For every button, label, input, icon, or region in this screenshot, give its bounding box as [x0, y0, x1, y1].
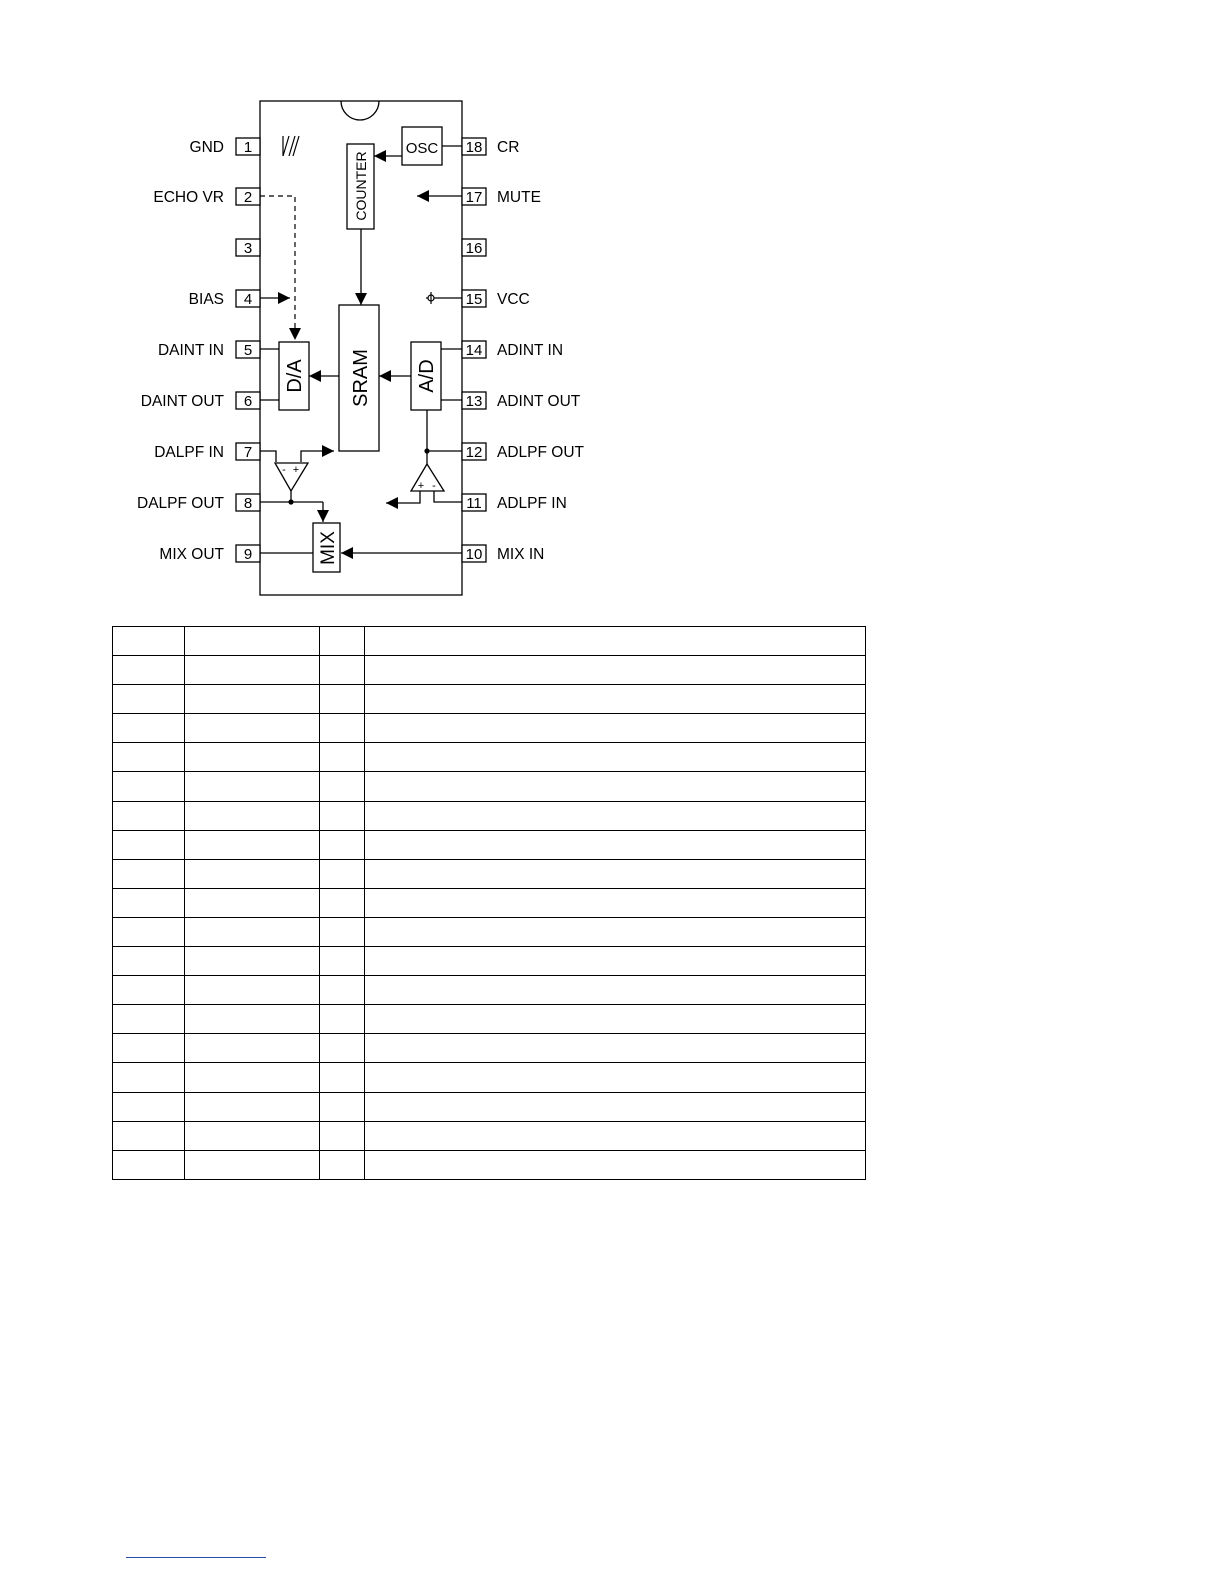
table-row — [113, 830, 866, 859]
table-cell — [365, 947, 866, 976]
table-cell — [113, 1005, 185, 1034]
osc-label: OSC — [405, 140, 439, 157]
table-row — [113, 714, 866, 743]
table-cell — [113, 888, 185, 917]
table-cell — [185, 801, 320, 830]
table-cell — [113, 743, 185, 772]
ic-block-diagram — [0, 0, 1224, 620]
table-cell — [185, 1121, 320, 1150]
table-cell — [113, 976, 185, 1005]
pin-number: 11 — [466, 495, 482, 512]
pin-number: 6 — [243, 393, 253, 410]
vcc-terminal-icon — [426, 292, 462, 304]
pin-label: DAINT IN — [157, 342, 224, 359]
table-cell — [365, 1092, 866, 1121]
table-cell — [113, 1150, 185, 1179]
table-cell — [185, 1150, 320, 1179]
table-cell — [320, 627, 365, 656]
pin-label: ADINT IN — [497, 342, 564, 359]
pin-number: 12 — [465, 444, 483, 461]
table-cell — [365, 1005, 866, 1034]
table-cell — [113, 656, 185, 685]
table-cell — [365, 772, 866, 801]
table-cell — [320, 859, 365, 888]
table-cell — [365, 976, 866, 1005]
table-cell — [320, 743, 365, 772]
table-cell — [113, 830, 185, 859]
ad-label: A/D — [416, 359, 438, 393]
pin-number: 18 — [465, 139, 483, 156]
table-cell — [365, 685, 866, 714]
table-row — [113, 656, 866, 685]
table-cell — [113, 1063, 185, 1092]
table-cell — [185, 830, 320, 859]
table-cell — [365, 627, 866, 656]
op-amp-adlpf — [411, 464, 444, 491]
table-row — [113, 859, 866, 888]
table-cell — [185, 947, 320, 976]
table-cell — [365, 888, 866, 917]
pin-label: VCC — [497, 291, 530, 308]
table-row — [113, 917, 866, 946]
table-row — [113, 1063, 866, 1092]
table-cell — [320, 917, 365, 946]
pin-label: ADLPF IN — [497, 495, 567, 512]
table-cell — [320, 1092, 365, 1121]
table-cell — [113, 714, 185, 743]
table-row — [113, 1150, 866, 1179]
pin-label: ADINT OUT — [497, 393, 581, 410]
pin-number: 8 — [243, 495, 253, 512]
table-cell — [320, 1063, 365, 1092]
pin-label: DALPF IN — [154, 444, 224, 461]
table-cell — [365, 830, 866, 859]
table-row — [113, 743, 866, 772]
pin-label: ECHO VR — [153, 189, 224, 206]
table-cell — [320, 976, 365, 1005]
sram-label: SRAM — [350, 349, 372, 407]
table-cell — [113, 627, 185, 656]
pin-label: GND — [189, 139, 224, 156]
pin-number: 17 — [465, 189, 483, 206]
op-amp-adlpf-plus: + — [417, 480, 425, 492]
table-cell — [113, 1121, 185, 1150]
table-cell — [113, 917, 185, 946]
counter-label: COUNTER — [353, 151, 369, 221]
op-amp-dalpf — [275, 463, 308, 491]
table-cell — [185, 1063, 320, 1092]
pin-number: 4 — [243, 291, 253, 308]
table-cell — [365, 917, 866, 946]
table-row — [113, 801, 866, 830]
table-cell — [113, 1034, 185, 1063]
table-cell — [185, 859, 320, 888]
table-row — [113, 685, 866, 714]
table-row — [113, 976, 866, 1005]
pin-label: MIX IN — [497, 546, 545, 563]
table-cell — [185, 627, 320, 656]
table-row — [113, 1092, 866, 1121]
table-row — [113, 772, 866, 801]
footer-rule — [126, 1557, 266, 1558]
table-row — [113, 1121, 866, 1150]
table-cell — [320, 830, 365, 859]
table-cell — [365, 743, 866, 772]
table-cell — [320, 714, 365, 743]
table-cell — [185, 685, 320, 714]
table-cell — [365, 1034, 866, 1063]
table-cell — [185, 917, 320, 946]
table-cell — [185, 888, 320, 917]
table-row — [113, 1005, 866, 1034]
table-cell — [113, 947, 185, 976]
table-row — [113, 1034, 866, 1063]
pin-number: 2 — [243, 189, 253, 206]
table-row — [113, 627, 866, 656]
op-amp-dalpf-plus: + — [292, 464, 300, 476]
pin-label: CR — [497, 139, 520, 156]
table-row — [113, 888, 866, 917]
mix-label: MIX — [318, 531, 339, 565]
echo-vr-control-line — [260, 196, 295, 340]
table-cell — [320, 685, 365, 714]
table-cell — [185, 656, 320, 685]
table-cell — [320, 1150, 365, 1179]
op-amp-dalpf-minus: - — [282, 464, 286, 476]
pin-label: DAINT OUT — [140, 393, 224, 410]
table-row — [113, 947, 866, 976]
table-cell — [185, 772, 320, 801]
table-cell — [365, 1150, 866, 1179]
pin-label: DALPF OUT — [137, 495, 224, 512]
table-cell — [320, 656, 365, 685]
table-cell — [320, 772, 365, 801]
table-cell — [320, 801, 365, 830]
pin-number: 15 — [465, 291, 483, 308]
table-cell — [185, 743, 320, 772]
pin-number: 16 — [465, 240, 483, 257]
op-amp-adlpf-minus: - — [432, 480, 436, 492]
table-cell — [185, 1005, 320, 1034]
table-cell — [320, 888, 365, 917]
pin-label: MIX OUT — [159, 546, 224, 563]
table-cell — [365, 801, 866, 830]
table-cell — [320, 1005, 365, 1034]
table-cell — [113, 685, 185, 714]
table-cell — [365, 859, 866, 888]
table-cell — [185, 976, 320, 1005]
pin-number: 3 — [243, 240, 253, 257]
pin-number: 9 — [243, 546, 253, 563]
table-cell — [320, 947, 365, 976]
table-cell — [365, 1121, 866, 1150]
pin-number: 5 — [243, 342, 253, 359]
table-cell — [320, 1034, 365, 1063]
da-label: D/A — [284, 359, 306, 393]
ground-icon — [283, 136, 299, 156]
table-cell — [365, 1063, 866, 1092]
table-cell — [320, 1121, 365, 1150]
pin-label: ADLPF OUT — [497, 444, 584, 461]
table-cell — [185, 1034, 320, 1063]
table-cell — [113, 1092, 185, 1121]
pin-number: 10 — [465, 546, 483, 563]
pin-number: 14 — [465, 342, 483, 359]
pin-label: MUTE — [497, 189, 541, 206]
table-cell — [365, 656, 866, 685]
table-cell — [113, 801, 185, 830]
table-cell — [113, 772, 185, 801]
pin-number: 7 — [243, 444, 253, 461]
pin-label: BIAS — [188, 291, 224, 308]
pin-number: 1 — [243, 139, 253, 156]
table-cell — [185, 714, 320, 743]
chip-notch — [341, 101, 379, 120]
pin-number: 13 — [465, 393, 483, 410]
table-cell — [113, 859, 185, 888]
table-cell — [185, 1092, 320, 1121]
table-cell — [365, 714, 866, 743]
pin-function-table — [112, 626, 866, 1180]
